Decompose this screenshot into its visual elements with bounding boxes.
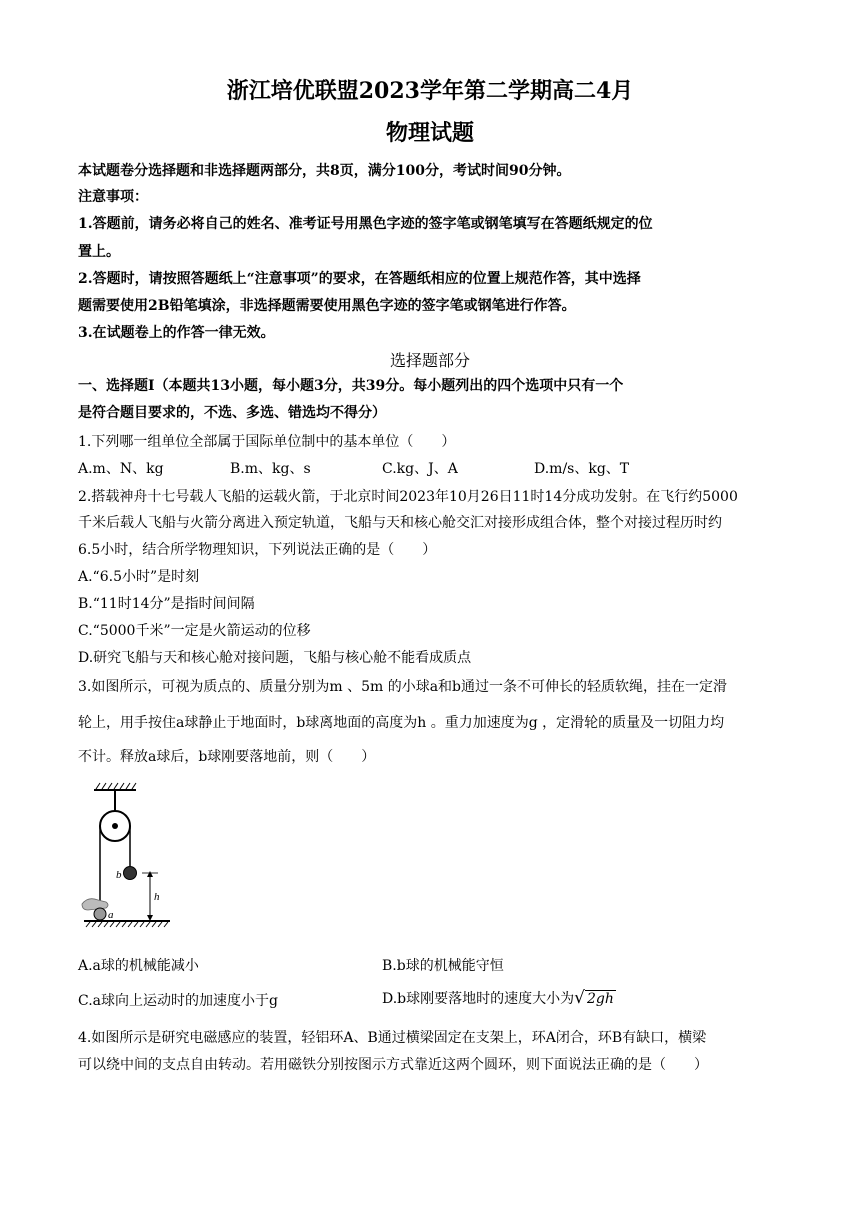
- question-1-option-a: A.m、N、kg: [78, 461, 164, 477]
- exam-intro: 本试题卷分选择题和非选择题两部分，共8页，满分100分，考试时间90分钟。: [78, 163, 571, 179]
- pulley-diagram: [78, 780, 178, 928]
- question-4-stem-line-2: 可以绕中间的支点自由转动。若用磁铁分别按图示方式靠近这两个圆环，则下面说法正确的是（ ）: [78, 1057, 708, 1073]
- note-1-line-2: 置上。: [78, 244, 120, 260]
- ball-b: [124, 867, 137, 880]
- section-instructions-line-2: 是符合题目要求的，不选、多选、错选均不得分）: [78, 405, 386, 421]
- question-1-option-c: C.kg、J、A: [382, 461, 458, 477]
- exam-title: 浙江培优联盟2023学年第二学期高二4月: [226, 78, 634, 104]
- question-2-option-b: B.“11时14分”是指时间间隔: [78, 596, 255, 612]
- question-1-option-b: B.m、kg、s: [230, 461, 311, 477]
- notes-heading: 注意事项：: [78, 189, 148, 205]
- question-1-stem: 1.下列哪一组单位全部属于国际单位制中的基本单位（ ）: [78, 434, 456, 450]
- sqrt-radicand: 2gh: [586, 991, 614, 1007]
- question-4-stem-line-1: 4.如图所示是研究电磁感应的装置，轻铝环A、B通过横梁固定在支架上，环A闭合，环B有缺口，横梁: [78, 1030, 707, 1046]
- section-instructions-line-1: 一、选择题Ⅰ（本题共13小题，每小题3分，共39分。每小题列出的四个选项中只有一个: [78, 378, 624, 394]
- hand-icon: [82, 899, 108, 910]
- ground-hatch: [86, 922, 168, 927]
- note-3: 3.在试题卷上的作答一律无效。: [78, 325, 275, 341]
- label-h: h: [154, 891, 160, 903]
- sqrt-icon: √: [574, 988, 585, 1008]
- question-3-stem-line-2: 轮上，用手按住a球静止于地面时，b球离地面的高度为h 。重力加速度为g ，定滑轮的质量及一切阻力均: [78, 715, 725, 731]
- question-3-stem-line-3: 不计。释放a球后，b球刚要落地前，则（ ）: [78, 749, 376, 765]
- label-a: a: [108, 909, 114, 921]
- question-3-option-b: B.b球的机械能守恒: [382, 958, 504, 974]
- question-2-option-d: D.研究飞船与天和核心舱对接问题，飞船与核心舱不能看成质点: [78, 650, 472, 666]
- question-3-option-c: C.a球向上运动时的加速度小于g: [78, 993, 278, 1009]
- exam-subtitle: 物理试题: [385, 120, 474, 146]
- question-2-stem-line-1: 2.搭载神舟十七号载人飞船的运载火箭，于北京时间2023年10月26日11时14分成功发射。在飞行约5000: [78, 489, 738, 505]
- note-1-line-1: 1.答题前，请务必将自己的姓名、准考证号用黑色字迹的签字笔或钢笔填写在答题纸规定的位: [78, 216, 653, 232]
- question-3-stem-line-1: 3.如图所示，可视为质点的、质量分别为m 、5m 的小球a和b通过一条不可伸长的轻质软绳，挂在一定滑: [78, 679, 728, 695]
- question-2-stem-line-3: 6.5小时，结合所学物理知识，下列说法正确的是（ ）: [78, 542, 437, 558]
- ball-a: [94, 908, 106, 920]
- question-3-option-d: [382, 988, 616, 1008]
- question-2-option-a: A.“6.5小时”是时刻: [78, 569, 200, 585]
- question-2-option-c: C.“5000千米”一定是火箭运动的位移: [78, 623, 311, 639]
- note-2-line-1: 2.答题时，请按照答题纸上“注意事项”的要求，在答题纸相应的位置上规范作答，其中选择: [78, 271, 641, 287]
- label-b: b: [116, 869, 122, 881]
- question-3-option-d-text: D.b球刚要落地时的速度大小为: [382, 991, 575, 1007]
- pulley-axle: [112, 823, 118, 829]
- arrow-head-top: [147, 871, 153, 877]
- note-2-line-2: 题需要使用2B铅笔填涂，非选择题需要使用黑色字迹的签字笔或钢笔进行作答。: [78, 298, 576, 314]
- question-2-stem-line-2: 千米后载人飞船与火箭分离进入预定轨道，飞船与天和核心舱交汇对接形成组合体，整个对接过程历时约: [78, 515, 722, 531]
- question-3-option-a: A.a球的机械能减小: [78, 958, 199, 974]
- question-1-option-d: D.m/s、kg、T: [534, 461, 630, 477]
- ceiling-hatch: [96, 783, 136, 789]
- section-title: 选择题部分: [389, 351, 470, 370]
